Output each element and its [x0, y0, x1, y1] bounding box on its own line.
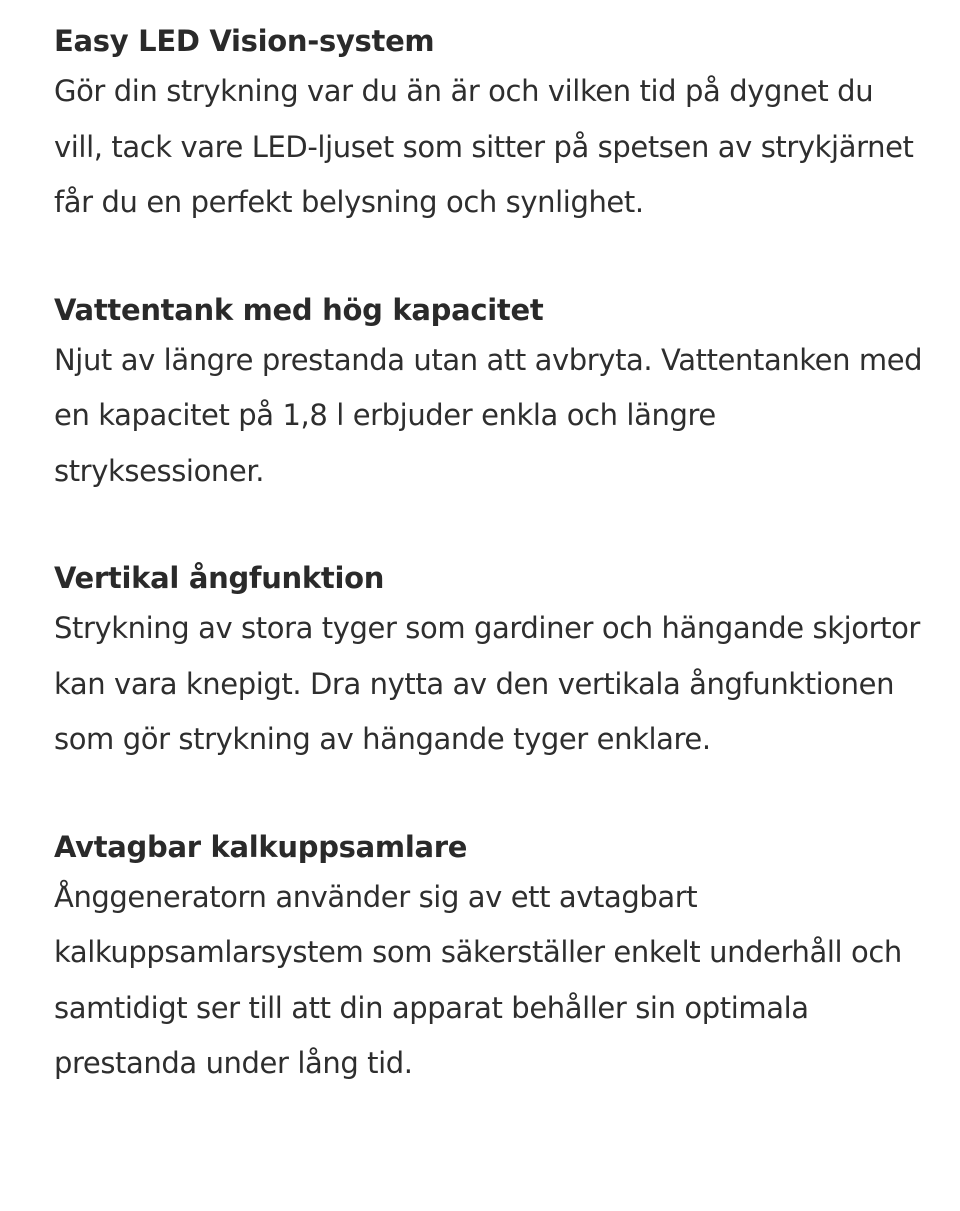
feature-description: Strykning av stora tyger som gardiner och hängande skjortor kan vara knepigt. Dra nytta av den vertikala ångfunktionen som gör strykning av hängande tyger enklare.	[54, 611, 920, 756]
feature-title: Avtagbar kalkuppsamlare	[54, 829, 468, 864]
feature-title: Vattentank med hög kapacitet	[54, 292, 544, 327]
feature-scale-collector	[54, 824, 930, 1092]
feature-led-vision	[54, 18, 930, 231]
feature-title: Vertikal ångfunktion	[54, 561, 385, 595]
feature-description: Ånggeneratorn använder sig av ett avtagbart kalkuppsamlarsystem som säkerställer enkelt underhåll och samtidigt ser till att din apparat behåller sin optimala prestanda under lång tid.	[54, 879, 902, 1080]
feature-description: Gör din strykning var du än är och vilken tid på dygnet du vill, tack vare LED-ljuset som sitter på spetsen av strykjärnet får du en perfekt belysning och synlighet.	[54, 74, 914, 219]
feature-title: Easy LED Vision-system	[54, 24, 435, 58]
feature-water-tank	[54, 287, 930, 500]
feature-vertical-steam	[54, 555, 930, 768]
feature-description: Njut av längre prestanda utan att avbryta. Vattentanken med en kapacitet på 1,8 l erbjuder enkla och längre stryksessioner.	[54, 342, 923, 488]
